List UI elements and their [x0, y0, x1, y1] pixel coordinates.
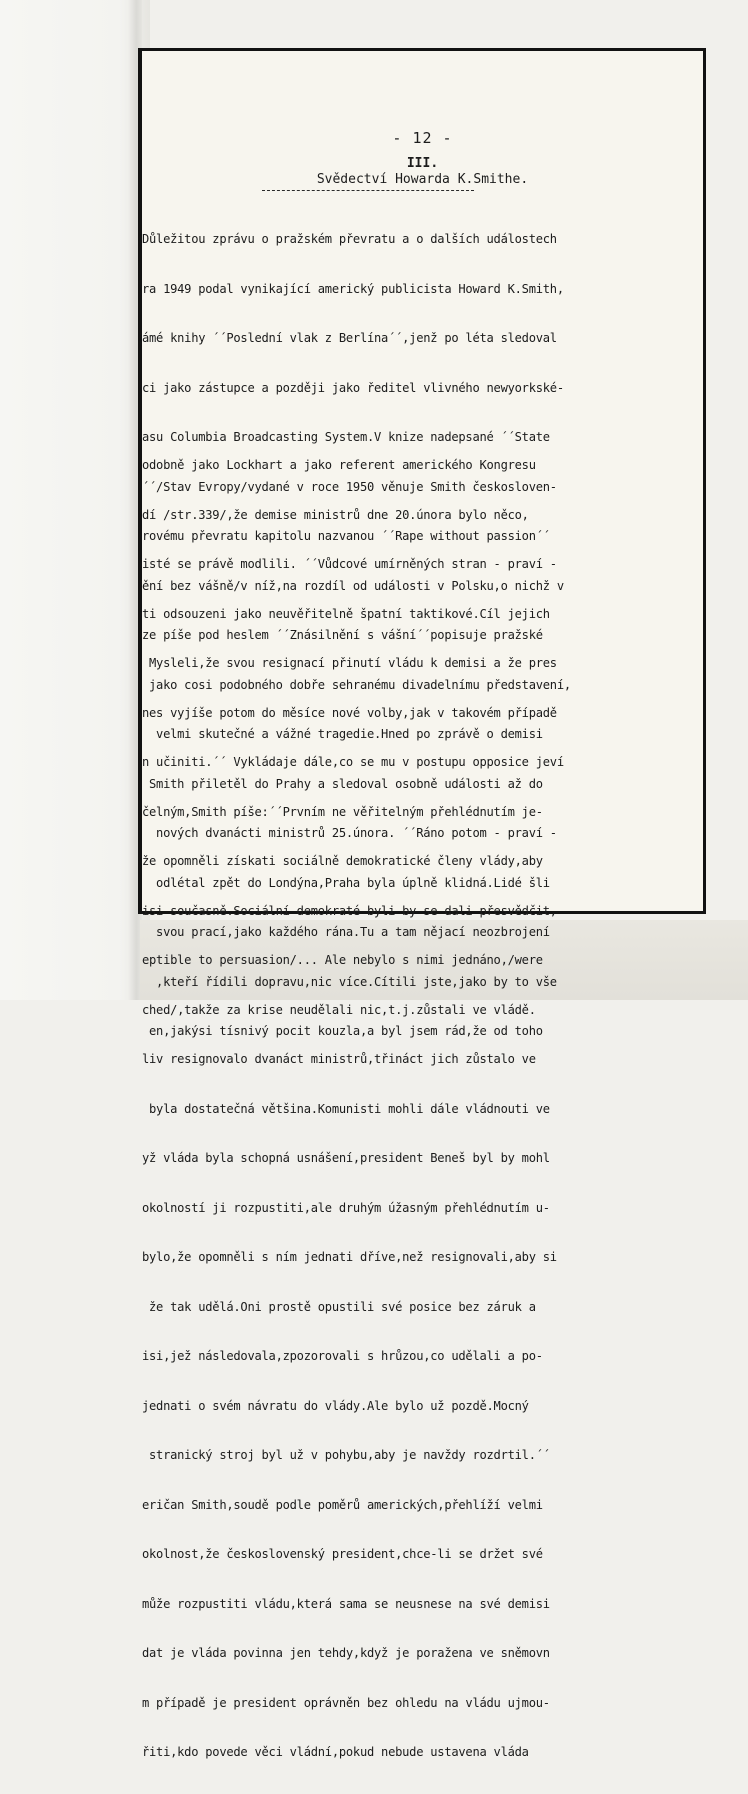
text-line: liv resignovalo dvanáct ministrů,třináct jich zůstalo ve	[142, 1052, 536, 1066]
text-line: velmi skutečné a vážné tragedie.Hned po zprávě o demisi	[142, 727, 543, 741]
text-line: Smith přiletěl do Prahy a sledoval osobně události až do	[142, 776, 543, 791]
text-line: ci jako zástupce a později jako ředitel vlivného newyorkské-	[142, 380, 564, 395]
text-line: byla dostatečná většina.Komunisti mohli dále vládnouti ve	[142, 1101, 550, 1116]
text-line: odobně jako Lockhart a jako referent amerického Kongresu	[142, 458, 536, 472]
text-line: Důležitou zprávu o pražském převratu a o dalších událostech	[142, 232, 557, 246]
chapter-number: III.	[406, 156, 439, 171]
text-line: ched/,takže za krise neudělali nic,t.j.zůstali ve vládě.	[142, 1002, 536, 1017]
text-line: eričan Smith,soudě podle poměrů amerických,přehlíží velmi	[142, 1497, 543, 1512]
text-line: bylo,že opomněli s ním jednati dříve,než resignovali,aby si	[142, 1250, 557, 1264]
text-line: n učiniti.´´ Vykládaje dále,co se mu v postupu opposice jeví	[142, 755, 564, 769]
text-line: ,kteří řídili dopravu,nic více.Cítili jste,jako by to vše	[142, 974, 557, 989]
text-line: stranický stroj byl už v pohybu,aby je navždy rozdrtil.´´	[142, 1448, 550, 1462]
text-line: dat je vláda povinna jen tehdy,když je poražena ve sněmovn	[142, 1646, 550, 1660]
text-line: nes vyjíše potom do měsíce nové volby,jak v takovém případě	[142, 705, 557, 720]
text-line: isté se právě modlili. ´´Vůdcové umírněných stran - praví -	[142, 557, 557, 571]
text-line: ámé knihy ´´Poslední vlak z Berlína´´,jenž po léta sledoval	[142, 331, 557, 345]
text-line: ti odsouzeni jako neuvěřitelně špatní taktikové.Cíl jejich	[142, 606, 550, 621]
text-line: okolnost,že československý president,chce-li se držet své	[142, 1547, 543, 1561]
text-line: řiti,kdo povede věci vládní,pokud nebude ustavena vláda	[142, 1745, 529, 1759]
text-line: yž vláda byla schopná usnášení,president Beneš byl by mohl	[142, 1151, 550, 1165]
typewritten-page	[138, 48, 706, 1759]
text-line: svou prací,jako každého rána.Tu a tam nějací neozbrojení	[142, 925, 550, 939]
text-line: eptible to persuasion/... Ale nebylo s nimi jednáno,/were	[142, 953, 543, 967]
text-line: dí /str.339/,že demise ministrů dne 20.února bylo něco,	[142, 507, 529, 522]
title-underline	[262, 190, 474, 191]
text-line: Mysleli,že svou resignací přinutí vládu k demisi a že pres	[142, 656, 557, 670]
text-line: asu Columbia Broadcasting System.V knize nadepsané ´´State	[142, 430, 550, 444]
text-line: jednati o svém návratu do vlády.Ale bylo už pozdě.Mocný	[142, 1398, 529, 1413]
text-line: ze píše pod heslem ´´Znásilnění s vášní´´popisuje pražské	[142, 628, 543, 642]
text-line: ra 1949 podal vynikající americký publicista Howard K.Smith,	[142, 281, 564, 296]
text-line: okolností ji rozpustiti,ale druhým úžasným přehlédnutím u-	[142, 1200, 550, 1215]
text-line: že opomněli získati sociálně demokratické členy vlády,aby	[142, 854, 543, 868]
text-line: rovému převratu kapitolu nazvanou ´´Rape without passion´´	[142, 529, 550, 543]
text-line: že tak udělá.Oni prostě opustili své posice bez záruk a	[142, 1299, 536, 1314]
text-line: ění bez vášně/v níž,na rozdíl od události v Polsku,o nichž v	[142, 578, 564, 593]
page-number: - 12 -	[392, 129, 453, 147]
chapter-title: Svědectví Howarda K.Smithe.	[316, 172, 529, 187]
paragraph-2	[142, 424, 708, 1794]
text-line: může rozpustiti vládu,která sama se neusnese na své demisi	[142, 1596, 550, 1611]
text-line: nových dvanácti ministrů 25.února. ´´Ráno potom - praví -	[142, 826, 557, 840]
text-line: čelným,Smith píše:´´Prvním ne věřitelným přehlédnutím je-	[142, 804, 543, 819]
text-line: ´´/Stav Evropy/vydané v roce 1950 věnuje Smith českosloven-	[142, 479, 557, 494]
text-line: en,jakýsi tísnivý pocit kouzla,a byl jsem rád,že od toho	[142, 1024, 543, 1038]
text-line: isi současně.Sociální demokraté byli by se dali přesvědčit,	[142, 903, 557, 918]
text-line: isi,jež následovala,zpozorovali s hrůzou,co udělali a po-	[142, 1349, 543, 1363]
text-line: m případě je president oprávněn bez ohledu na vládu ujmou-	[142, 1695, 550, 1710]
text-line: jako cosi podobného dobře sehranému divadelnímu představení,	[142, 677, 571, 692]
text-line: odlétal zpět do Londýna,Praha byla úplně klidná.Lidé šli	[142, 875, 550, 890]
